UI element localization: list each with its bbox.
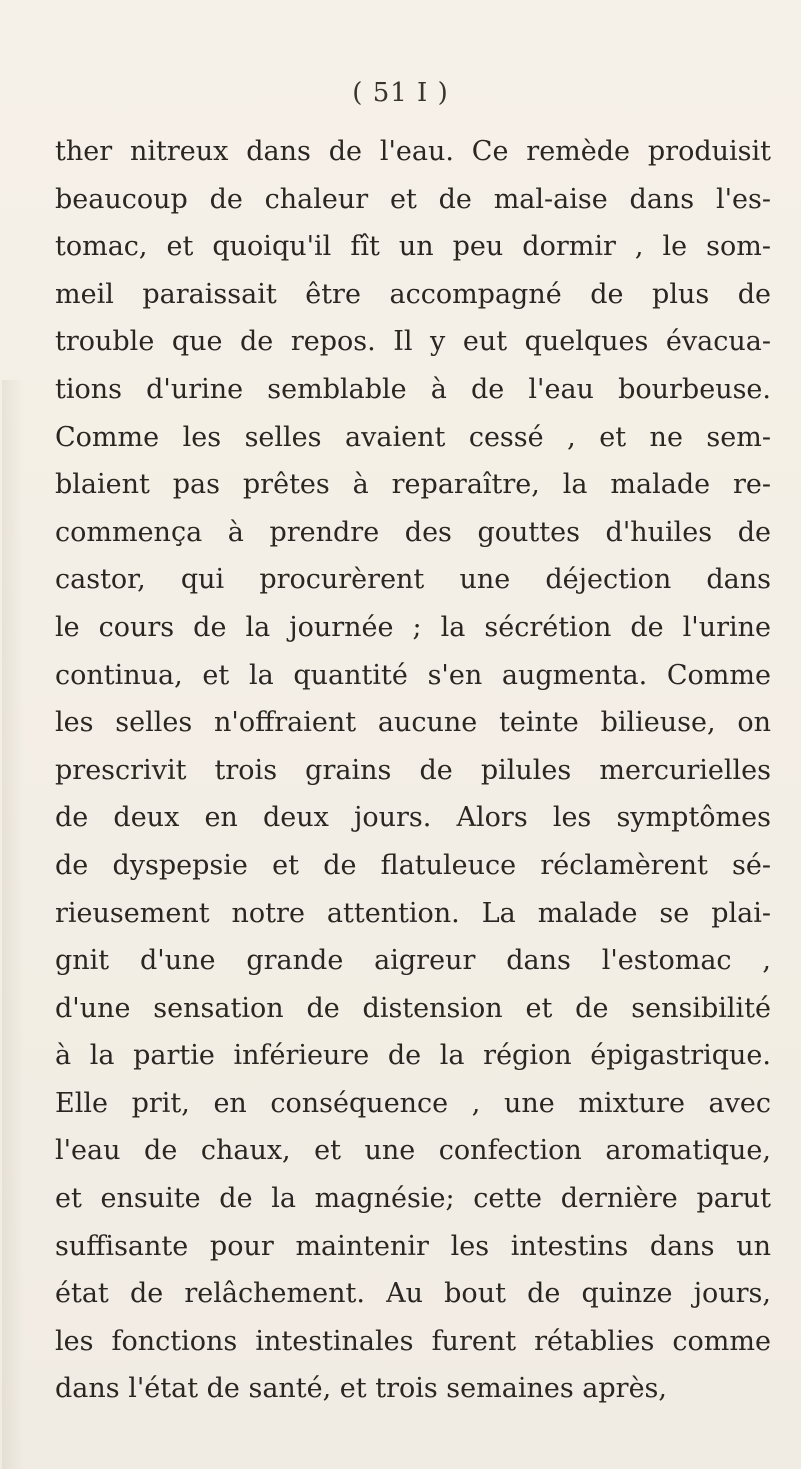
text-line: tions d'urine semblable à de l'eau bourbeuse. xyxy=(55,373,771,405)
text-line: les selles n'offraient aucune teinte bilieuse, on xyxy=(55,707,771,739)
text-line: le cours de la journée ; la sécrétion de l'urine xyxy=(55,611,771,643)
text-line: état de relâchement. Au bout de quinze jours, xyxy=(55,1278,771,1310)
text-line: rieusement notre attention. La malade se plai- xyxy=(55,897,771,929)
body-text xyxy=(55,128,771,1413)
text-line: dans l'état de santé, et trois semaines après, xyxy=(55,1373,667,1405)
text-line: gnit d'une grande aigreur dans l'estomac , xyxy=(55,945,771,977)
text-line: de dyspepsie et de flatuleuce réclamèrent sé- xyxy=(55,849,771,881)
text-line: suffisante pour maintenir les intestins dans un xyxy=(55,1230,771,1262)
text-line: blaient pas prêtes à reparaître, la malade re- xyxy=(55,469,771,501)
text-line: ther nitreux dans de l'eau. Ce remède produisit xyxy=(55,136,771,167)
text-line: et ensuite de la magnésie; cette dernière parut xyxy=(55,1183,771,1215)
text-line: à la partie inférieure de la région épigastrique. xyxy=(55,1040,771,1072)
text-line: continua, et la quantité s'en augmenta. Comme xyxy=(55,659,771,691)
text-line: l'eau de chaux, et une confection aromatique, xyxy=(55,1135,771,1167)
text-line: Comme les selles avaient cessé , et ne sem- xyxy=(55,421,771,453)
text-line: castor, qui procurèrent une déjection dans xyxy=(55,564,771,596)
text-line: les fonctions intestinales furent rétablies comme xyxy=(55,1325,771,1357)
text-line: Elle prit, en conséquence , une mixture avec xyxy=(55,1087,771,1119)
page-gutter-shadow xyxy=(2,380,24,1469)
text-line: beaucoup de chaleur et de mal-aise dans l'es- xyxy=(55,183,771,215)
text-line: prescrivit trois grains de pilules mercurielles xyxy=(55,754,771,786)
text-line: tomac, et quoiqu'il fît un peu dormir , le som- xyxy=(55,231,771,263)
page-number: ( 51 I ) xyxy=(352,78,449,108)
text-line: meil paraissait être accompagné de plus de xyxy=(55,278,771,310)
text-line: d'une sensation de distension et de sensibilité xyxy=(55,992,771,1024)
text-line: commença à prendre des gouttes d'huiles de xyxy=(55,516,771,548)
text-line: trouble que de repos. Il y eut quelques évacua- xyxy=(55,326,771,358)
text-line: de deux en deux jours. Alors les symptômes xyxy=(55,802,771,834)
